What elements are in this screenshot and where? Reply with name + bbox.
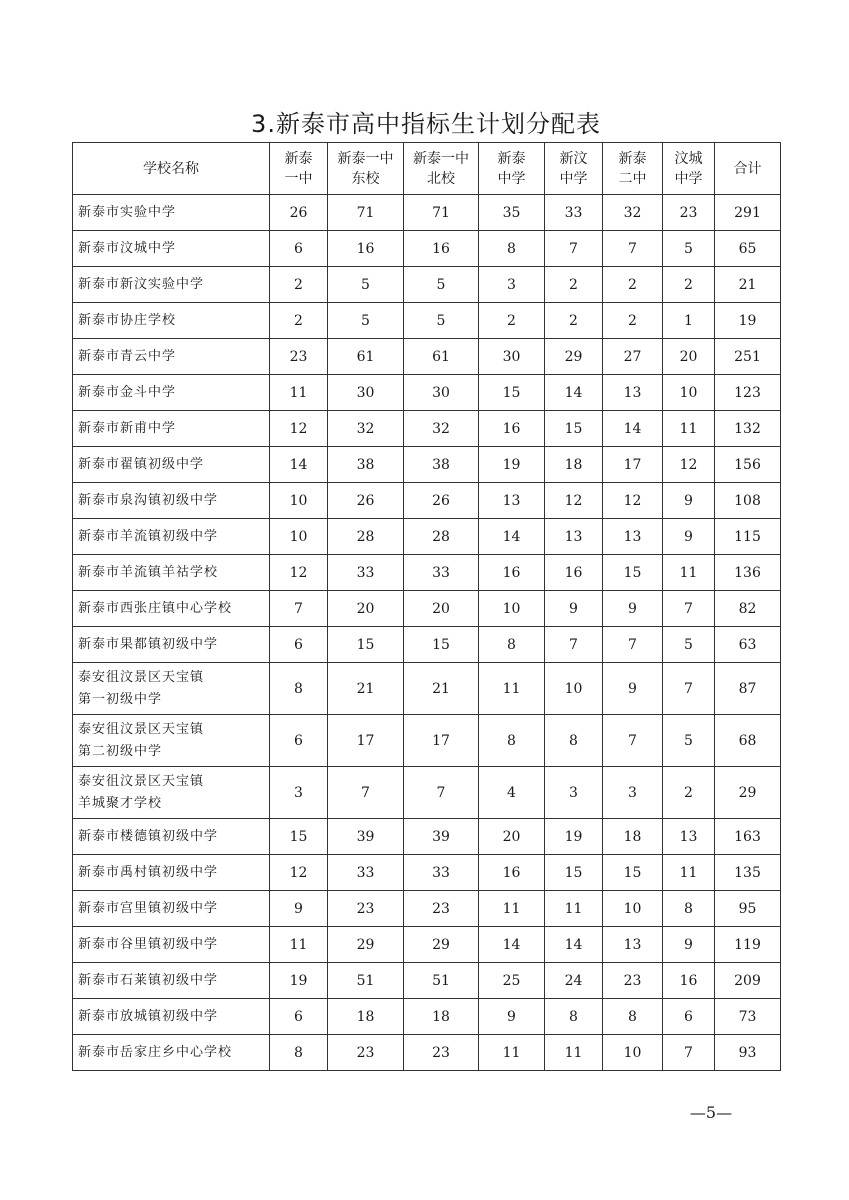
total-cell: 65 bbox=[715, 231, 781, 267]
quota-cell: 12 bbox=[270, 411, 328, 447]
column-header-line: 新汶 bbox=[559, 150, 588, 167]
table-row bbox=[73, 339, 781, 375]
quota-cell: 12 bbox=[663, 447, 715, 483]
quota-cell: 3 bbox=[545, 767, 603, 819]
quota-cell: 17 bbox=[404, 715, 479, 767]
school-name-cell bbox=[73, 447, 270, 483]
table-row bbox=[73, 715, 781, 767]
quota-cell: 30 bbox=[328, 375, 404, 411]
quota-cell: 26 bbox=[270, 195, 328, 231]
quota-cell: 2 bbox=[663, 767, 715, 819]
quota-cell: 8 bbox=[479, 627, 545, 663]
school-name-line: 新泰市泉沟镇初级中学 bbox=[78, 492, 219, 508]
quota-cell: 20 bbox=[479, 819, 545, 855]
quota-cell: 11 bbox=[270, 927, 328, 963]
column-header bbox=[404, 143, 479, 195]
total-cell: 136 bbox=[715, 555, 781, 591]
table-body bbox=[73, 195, 781, 1071]
quota-cell: 10 bbox=[270, 519, 328, 555]
table-row bbox=[73, 891, 781, 927]
quota-cell: 4 bbox=[479, 767, 545, 819]
quota-cell: 39 bbox=[404, 819, 479, 855]
quota-cell: 13 bbox=[479, 483, 545, 519]
quota-cell: 17 bbox=[603, 447, 663, 483]
column-header-line: 合计 bbox=[733, 160, 762, 177]
school-name-cell bbox=[73, 303, 270, 339]
school-name-cell bbox=[73, 819, 270, 855]
quota-cell: 21 bbox=[328, 663, 404, 715]
table-row bbox=[73, 819, 781, 855]
quota-cell: 2 bbox=[479, 303, 545, 339]
quota-cell: 6 bbox=[270, 231, 328, 267]
school-name-cell bbox=[73, 891, 270, 927]
quota-cell: 8 bbox=[545, 999, 603, 1035]
quota-cell: 61 bbox=[404, 339, 479, 375]
column-header-line: 新泰 bbox=[284, 150, 313, 167]
school-name-line: 新泰市羊流镇羊祜学校 bbox=[78, 564, 219, 580]
total-cell: 82 bbox=[715, 591, 781, 627]
total-cell: 93 bbox=[715, 1035, 781, 1071]
quota-cell: 10 bbox=[545, 663, 603, 715]
column-header-line: 新泰一中 bbox=[413, 150, 469, 167]
school-name-line: 新泰市新甫中学 bbox=[78, 420, 177, 436]
quota-cell: 16 bbox=[663, 963, 715, 999]
quota-cell: 39 bbox=[328, 819, 404, 855]
quota-cell: 11 bbox=[479, 891, 545, 927]
quota-cell: 16 bbox=[479, 411, 545, 447]
quota-cell: 5 bbox=[663, 627, 715, 663]
total-cell: 119 bbox=[715, 927, 781, 963]
table-row bbox=[73, 267, 781, 303]
quota-cell: 9 bbox=[270, 891, 328, 927]
total-cell: 251 bbox=[715, 339, 781, 375]
quota-cell: 16 bbox=[328, 231, 404, 267]
quota-cell: 23 bbox=[328, 891, 404, 927]
quota-cell: 12 bbox=[270, 555, 328, 591]
quota-cell: 27 bbox=[603, 339, 663, 375]
school-name-cell bbox=[73, 999, 270, 1035]
quota-cell: 30 bbox=[404, 375, 479, 411]
school-name-cell bbox=[73, 963, 270, 999]
quota-cell: 23 bbox=[603, 963, 663, 999]
quota-cell: 20 bbox=[663, 339, 715, 375]
quota-cell: 51 bbox=[404, 963, 479, 999]
quota-cell: 15 bbox=[328, 627, 404, 663]
quota-cell: 18 bbox=[603, 819, 663, 855]
total-cell: 68 bbox=[715, 715, 781, 767]
school-name-cell bbox=[73, 555, 270, 591]
quota-cell: 26 bbox=[404, 483, 479, 519]
quota-cell: 6 bbox=[270, 715, 328, 767]
quota-cell: 13 bbox=[545, 519, 603, 555]
school-name-line: 新泰市谷里镇初级中学 bbox=[78, 936, 219, 952]
quota-cell: 3 bbox=[479, 267, 545, 303]
school-name-line: 新泰市西张庄镇中心学校 bbox=[78, 600, 233, 616]
quota-cell: 8 bbox=[663, 891, 715, 927]
quota-cell: 35 bbox=[479, 195, 545, 231]
school-name-line: 新泰市果都镇初级中学 bbox=[78, 636, 219, 652]
total-cell: 132 bbox=[715, 411, 781, 447]
quota-cell: 26 bbox=[328, 483, 404, 519]
table-row bbox=[73, 375, 781, 411]
total-cell: 135 bbox=[715, 855, 781, 891]
total-cell: 73 bbox=[715, 999, 781, 1035]
quota-cell: 9 bbox=[545, 591, 603, 627]
quota-cell: 6 bbox=[663, 999, 715, 1035]
quota-cell: 9 bbox=[663, 519, 715, 555]
column-header-line: 二中 bbox=[618, 170, 647, 187]
school-name-line: 泰安徂汶景区天宝镇 bbox=[78, 669, 205, 685]
quota-cell: 15 bbox=[603, 555, 663, 591]
quota-cell: 14 bbox=[545, 927, 603, 963]
table-row bbox=[73, 519, 781, 555]
total-cell: 163 bbox=[715, 819, 781, 855]
quota-cell: 33 bbox=[545, 195, 603, 231]
quota-cell: 14 bbox=[479, 927, 545, 963]
school-name-line: 新泰市新汶实验中学 bbox=[78, 276, 205, 292]
quota-cell: 11 bbox=[479, 1035, 545, 1071]
quota-cell: 11 bbox=[270, 375, 328, 411]
table-row bbox=[73, 555, 781, 591]
school-name-cell bbox=[73, 195, 270, 231]
school-name-cell bbox=[73, 519, 270, 555]
quota-cell: 38 bbox=[404, 447, 479, 483]
quota-cell: 10 bbox=[270, 483, 328, 519]
quota-cell: 5 bbox=[328, 267, 404, 303]
table-row bbox=[73, 483, 781, 519]
quota-cell: 10 bbox=[663, 375, 715, 411]
quota-cell: 9 bbox=[663, 483, 715, 519]
quota-cell: 6 bbox=[270, 627, 328, 663]
quota-cell: 9 bbox=[603, 663, 663, 715]
quota-cell: 23 bbox=[404, 1035, 479, 1071]
quota-cell: 7 bbox=[270, 591, 328, 627]
quota-cell: 19 bbox=[545, 819, 603, 855]
school-name-cell bbox=[73, 1035, 270, 1071]
table-row bbox=[73, 855, 781, 891]
quota-cell: 18 bbox=[404, 999, 479, 1035]
school-name-line: 新泰市汶城中学 bbox=[78, 240, 177, 256]
school-name-line: 第二初级中学 bbox=[78, 743, 163, 759]
total-cell: 156 bbox=[715, 447, 781, 483]
column-header-line: 中学 bbox=[497, 170, 526, 187]
table-row bbox=[73, 999, 781, 1035]
school-name-line: 新泰市青云中学 bbox=[78, 348, 177, 364]
school-name-cell bbox=[73, 483, 270, 519]
quota-cell: 7 bbox=[545, 627, 603, 663]
school-name-line: 新泰市羊流镇初级中学 bbox=[78, 528, 219, 544]
quota-cell: 19 bbox=[270, 963, 328, 999]
table-row bbox=[73, 963, 781, 999]
school-name-line: 新泰市翟镇初级中学 bbox=[78, 456, 205, 472]
quota-cell: 8 bbox=[270, 1035, 328, 1071]
quota-cell: 15 bbox=[603, 855, 663, 891]
total-cell: 291 bbox=[715, 195, 781, 231]
quota-cell: 23 bbox=[663, 195, 715, 231]
table-row bbox=[73, 767, 781, 819]
quota-cell: 23 bbox=[328, 1035, 404, 1071]
quota-cell: 7 bbox=[328, 767, 404, 819]
quota-cell: 2 bbox=[545, 303, 603, 339]
quota-cell: 2 bbox=[270, 303, 328, 339]
table-row bbox=[73, 231, 781, 267]
school-name-cell bbox=[73, 411, 270, 447]
quota-cell: 15 bbox=[545, 855, 603, 891]
quota-cell: 2 bbox=[270, 267, 328, 303]
quota-cell: 9 bbox=[603, 591, 663, 627]
school-name-line: 新泰市岳家庄乡中心学校 bbox=[78, 1044, 233, 1060]
quota-cell: 10 bbox=[603, 891, 663, 927]
column-header bbox=[328, 143, 404, 195]
quota-cell: 13 bbox=[603, 519, 663, 555]
quota-cell: 71 bbox=[404, 195, 479, 231]
quota-cell: 8 bbox=[545, 715, 603, 767]
quota-cell: 28 bbox=[404, 519, 479, 555]
school-name-cell bbox=[73, 591, 270, 627]
quota-cell: 11 bbox=[663, 555, 715, 591]
quota-cell: 7 bbox=[603, 231, 663, 267]
table-row bbox=[73, 591, 781, 627]
column-header bbox=[663, 143, 715, 195]
quota-cell: 2 bbox=[603, 303, 663, 339]
school-name-line: 新泰市石莱镇初级中学 bbox=[78, 972, 219, 988]
quota-cell: 32 bbox=[603, 195, 663, 231]
quota-cell: 33 bbox=[328, 555, 404, 591]
quota-cell: 23 bbox=[404, 891, 479, 927]
quota-cell: 14 bbox=[479, 519, 545, 555]
total-cell: 209 bbox=[715, 963, 781, 999]
total-cell: 19 bbox=[715, 303, 781, 339]
page-title: 3.新泰市高中指标生计划分配表 bbox=[251, 110, 601, 138]
quota-cell: 14 bbox=[603, 411, 663, 447]
quota-cell: 12 bbox=[545, 483, 603, 519]
total-cell: 95 bbox=[715, 891, 781, 927]
quota-cell: 10 bbox=[603, 1035, 663, 1071]
total-cell: 123 bbox=[715, 375, 781, 411]
quota-cell: 13 bbox=[603, 927, 663, 963]
quota-cell: 16 bbox=[545, 555, 603, 591]
quota-cell: 12 bbox=[603, 483, 663, 519]
quota-cell: 3 bbox=[270, 767, 328, 819]
quota-cell: 20 bbox=[328, 591, 404, 627]
school-name-cell bbox=[73, 267, 270, 303]
column-header-line: 学校名称 bbox=[143, 160, 199, 177]
quota-cell: 5 bbox=[404, 303, 479, 339]
total-cell: 115 bbox=[715, 519, 781, 555]
quota-cell: 7 bbox=[663, 663, 715, 715]
school-name-cell bbox=[73, 627, 270, 663]
table-row bbox=[73, 663, 781, 715]
quota-cell: 7 bbox=[545, 231, 603, 267]
quota-cell: 9 bbox=[479, 999, 545, 1035]
quota-cell: 3 bbox=[603, 767, 663, 819]
quota-cell: 13 bbox=[603, 375, 663, 411]
quota-cell: 19 bbox=[479, 447, 545, 483]
quota-cell: 25 bbox=[479, 963, 545, 999]
school-name-line: 新泰市实验中学 bbox=[78, 204, 177, 220]
quota-cell: 51 bbox=[328, 963, 404, 999]
quota-cell: 6 bbox=[270, 999, 328, 1035]
school-name-line: 新泰市放城镇初级中学 bbox=[78, 1008, 219, 1024]
quota-cell: 12 bbox=[270, 855, 328, 891]
quota-cell: 71 bbox=[328, 195, 404, 231]
column-header-line: 东校 bbox=[351, 170, 380, 187]
quota-cell: 5 bbox=[328, 303, 404, 339]
quota-cell: 7 bbox=[603, 715, 663, 767]
table-row bbox=[73, 195, 781, 231]
school-name-line: 新泰市楼德镇初级中学 bbox=[78, 828, 219, 844]
school-name-line: 新泰市协庄学校 bbox=[78, 312, 177, 328]
quota-cell: 15 bbox=[270, 819, 328, 855]
column-header bbox=[479, 143, 545, 195]
quota-cell: 14 bbox=[545, 375, 603, 411]
school-name-cell bbox=[73, 375, 270, 411]
column-header-line: 新泰 bbox=[618, 150, 647, 167]
column-header-line: 中学 bbox=[674, 170, 703, 187]
page-number: —5— bbox=[689, 1103, 733, 1122]
school-name-line: 泰安徂汶景区天宝镇 bbox=[78, 721, 205, 737]
quota-cell: 16 bbox=[479, 555, 545, 591]
quota-cell: 33 bbox=[328, 855, 404, 891]
table-row bbox=[73, 627, 781, 663]
total-cell: 29 bbox=[715, 767, 781, 819]
column-header-line: 新泰 bbox=[497, 150, 526, 167]
column-header bbox=[715, 143, 781, 195]
table-row bbox=[73, 447, 781, 483]
column-header-line: 汶城 bbox=[674, 150, 703, 167]
school-name-line: 羊城聚才学校 bbox=[78, 795, 163, 811]
school-name-line: 新泰市金斗中学 bbox=[78, 384, 177, 400]
quota-cell: 7 bbox=[603, 627, 663, 663]
school-name-cell bbox=[73, 927, 270, 963]
column-header-line: 一中 bbox=[284, 170, 313, 187]
quota-cell: 7 bbox=[663, 1035, 715, 1071]
quota-cell: 18 bbox=[328, 999, 404, 1035]
quota-cell: 15 bbox=[404, 627, 479, 663]
quota-cell: 17 bbox=[328, 715, 404, 767]
quota-cell: 8 bbox=[479, 715, 545, 767]
total-cell: 108 bbox=[715, 483, 781, 519]
total-cell: 21 bbox=[715, 267, 781, 303]
column-header-line: 中学 bbox=[559, 170, 588, 187]
quota-cell: 33 bbox=[404, 555, 479, 591]
quota-cell: 29 bbox=[404, 927, 479, 963]
table-header-row bbox=[73, 143, 781, 195]
quota-cell: 5 bbox=[404, 267, 479, 303]
quota-cell: 11 bbox=[479, 663, 545, 715]
school-name-cell bbox=[73, 855, 270, 891]
table-row bbox=[73, 303, 781, 339]
school-name-line: 泰安徂汶景区天宝镇 bbox=[78, 773, 205, 789]
quota-cell: 29 bbox=[545, 339, 603, 375]
column-header bbox=[603, 143, 663, 195]
quota-cell: 2 bbox=[663, 267, 715, 303]
column-header-line: 新泰一中 bbox=[337, 150, 394, 167]
quota-cell: 32 bbox=[404, 411, 479, 447]
quota-cell: 28 bbox=[328, 519, 404, 555]
quota-cell: 8 bbox=[603, 999, 663, 1035]
column-header bbox=[270, 143, 328, 195]
quota-cell: 7 bbox=[404, 767, 479, 819]
quota-cell: 1 bbox=[663, 303, 715, 339]
quota-cell: 14 bbox=[270, 447, 328, 483]
quota-cell: 13 bbox=[663, 819, 715, 855]
total-cell: 63 bbox=[715, 627, 781, 663]
quota-cell: 11 bbox=[663, 855, 715, 891]
quota-cell: 20 bbox=[404, 591, 479, 627]
allocation-table bbox=[72, 142, 781, 1071]
quota-cell: 15 bbox=[479, 375, 545, 411]
quota-cell: 2 bbox=[603, 267, 663, 303]
quota-cell: 11 bbox=[663, 411, 715, 447]
quota-cell: 7 bbox=[663, 591, 715, 627]
quota-cell: 5 bbox=[663, 231, 715, 267]
school-name-cell bbox=[73, 715, 270, 767]
quota-cell: 61 bbox=[328, 339, 404, 375]
quota-cell: 9 bbox=[663, 927, 715, 963]
quota-cell: 23 bbox=[270, 339, 328, 375]
quota-cell: 18 bbox=[545, 447, 603, 483]
quota-cell: 2 bbox=[545, 267, 603, 303]
school-name-cell bbox=[73, 767, 270, 819]
quota-cell: 11 bbox=[545, 1035, 603, 1071]
quota-cell: 16 bbox=[479, 855, 545, 891]
quota-cell: 32 bbox=[328, 411, 404, 447]
column-header-line: 北校 bbox=[427, 170, 455, 187]
quota-cell: 8 bbox=[270, 663, 328, 715]
school-name-cell bbox=[73, 231, 270, 267]
table-row bbox=[73, 411, 781, 447]
school-name-line: 新泰市宫里镇初级中学 bbox=[78, 900, 219, 916]
quota-cell: 8 bbox=[479, 231, 545, 267]
quota-cell: 16 bbox=[404, 231, 479, 267]
quota-cell: 29 bbox=[328, 927, 404, 963]
quota-cell: 38 bbox=[328, 447, 404, 483]
total-cell: 87 bbox=[715, 663, 781, 715]
quota-cell: 10 bbox=[479, 591, 545, 627]
school-name-line: 新泰市禹村镇初级中学 bbox=[78, 864, 219, 880]
quota-cell: 24 bbox=[545, 963, 603, 999]
quota-cell: 11 bbox=[545, 891, 603, 927]
school-name-cell bbox=[73, 663, 270, 715]
quota-cell: 5 bbox=[663, 715, 715, 767]
column-header bbox=[545, 143, 603, 195]
table-row bbox=[73, 1035, 781, 1071]
quota-cell: 30 bbox=[479, 339, 545, 375]
school-name-line: 第一初级中学 bbox=[78, 691, 163, 707]
table-row bbox=[73, 927, 781, 963]
quota-cell: 33 bbox=[404, 855, 479, 891]
column-header-school-name bbox=[73, 143, 270, 195]
quota-cell: 21 bbox=[404, 663, 479, 715]
school-name-cell bbox=[73, 339, 270, 375]
quota-cell: 15 bbox=[545, 411, 603, 447]
